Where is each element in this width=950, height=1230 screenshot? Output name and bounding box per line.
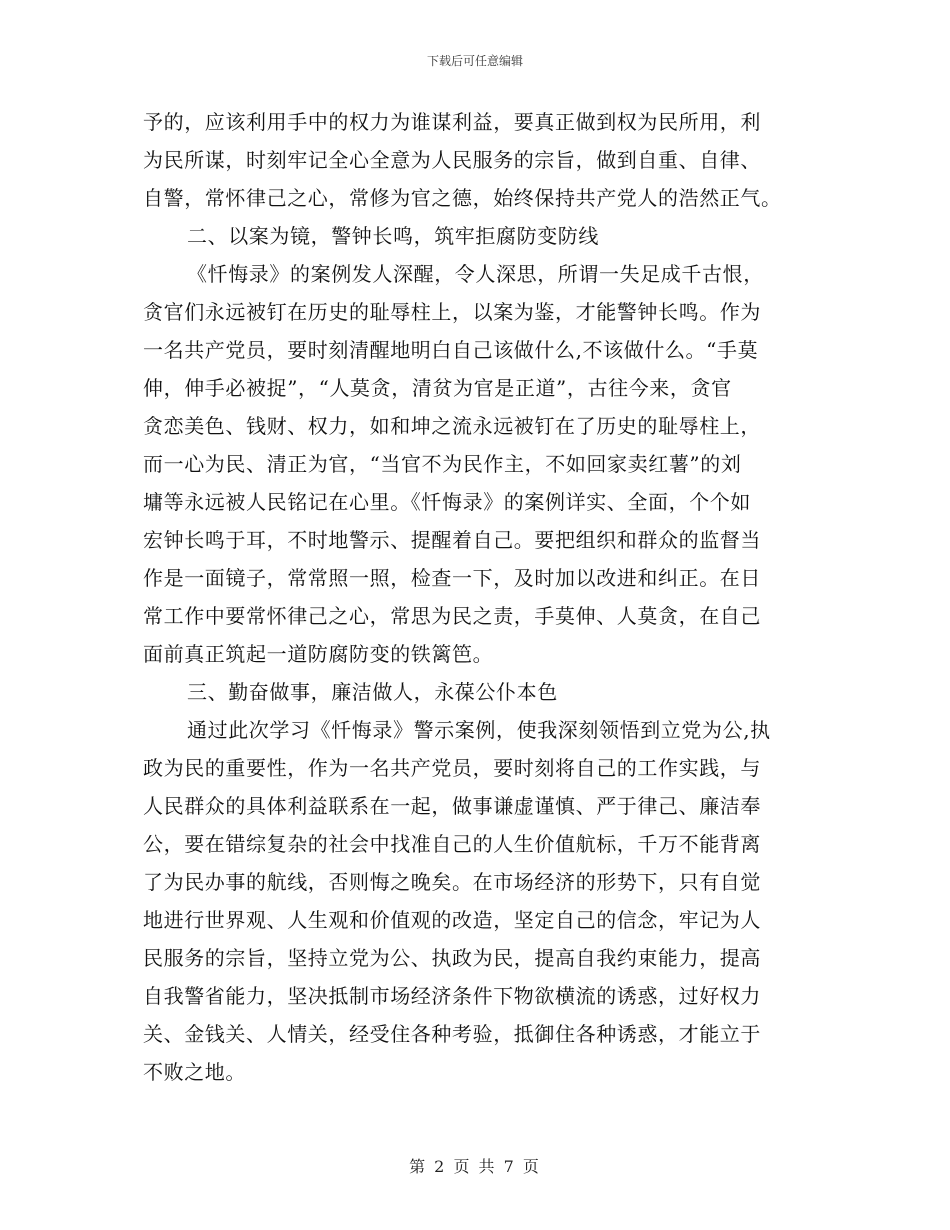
- text-line: 二、以案为镜，警钟长鸣，筑牢拒腐防变防线: [187, 224, 599, 248]
- text-line: 为民所谋，时刻牢记全心全意为人民服务的宗旨，做到自重、自律、: [143, 148, 761, 172]
- text-line: 面前真正筑起一道防腐防变的铁篱笆。: [143, 642, 494, 666]
- text-line: 伸，伸手必被捉”，“人莫贪，清贫为官是正道”，古往今来，贪官: [143, 376, 732, 400]
- document-body: [143, 103, 811, 1091]
- text-line: 常工作中要常怀律己之心，常思为民之责，手莫伸、人莫贪，在自己: [143, 604, 761, 628]
- text-line: 三、勤奋做事，廉洁做人，永葆公仆本色: [187, 680, 558, 704]
- text-line: 墉等永远被人民铭记在心里。《忏悔录》的案例详实、全面，个个如: [143, 490, 751, 514]
- text-line: 《忏悔录》的案例发人深醒，令人深思，所谓一失足成千古恨，: [187, 262, 764, 286]
- text-line: 不败之地。: [143, 1060, 246, 1084]
- text-line: 一名共产党员，要时刻清醒地明白自己该做什么,不该做什么。“手莫: [143, 338, 759, 362]
- text-line: 通过此次学习《忏悔录》警示案例，使我深刻领悟到立党为公,执: [187, 718, 771, 742]
- text-line: 了为民办事的航线，否则悔之晚矣。在市场经济的形势下，只有自觉: [143, 870, 761, 894]
- text-line: 宏钟长鸣于耳，不时地警示、提醒着自己。要把组织和群众的监督当: [143, 528, 761, 552]
- text-line: 作是一面镜子，常常照一照，检查一下，及时加以改进和纠正。在日: [143, 566, 761, 590]
- text-line: 地进行世界观、人生观和价值观的改造，坚定自己的信念，牢记为人: [143, 908, 761, 932]
- text-line: 贪恋美色、钱财、权力，如和坤之流永远被钉在了历史的耻辱柱上，: [143, 414, 761, 438]
- text-line: 人民群众的具体利益联系在一起，做事谦虚谨慎、严于律己、廉洁奉: [143, 794, 761, 818]
- text-line: 民服务的宗旨，坚持立党为公、执政为民，提高自我约束能力，提高: [143, 946, 761, 970]
- page-header-note: 下载后可任意编辑: [426, 54, 523, 68]
- text-line: 予的，应该利用手中的权力为谁谋利益，要真正做到权为民所用，利: [143, 110, 761, 134]
- text-line: 自警，常怀律己之心，常修为官之德，始终保持共产党人的浩然正气。: [143, 186, 782, 210]
- text-line: 自我警省能力，坚决抵制市场经济条件下物欲横流的诱惑，过好权力: [143, 984, 761, 1008]
- text-line: 公，要在错综复杂的社会中找准自己的人生价值航标，千万不能背离: [143, 832, 761, 856]
- text-line: 政为民的重要性，作为一名共产党员，要时刻将自己的工作实践，与: [143, 756, 761, 780]
- text-line: 而一心为民、清正为官，“当官不为民作主，不如回家卖红薯”的刘: [143, 452, 742, 476]
- page-number-footer: 第 2 页 共 7 页: [409, 1157, 541, 1176]
- text-line: 贪官们永远被钉在历史的耻辱柱上，以案为鉴，才能警钟长鸣。作为: [143, 300, 761, 324]
- text-line: 关、金钱关、人情关，经受住各种考验，抵御住各种诱惑，才能立于: [143, 1022, 761, 1046]
